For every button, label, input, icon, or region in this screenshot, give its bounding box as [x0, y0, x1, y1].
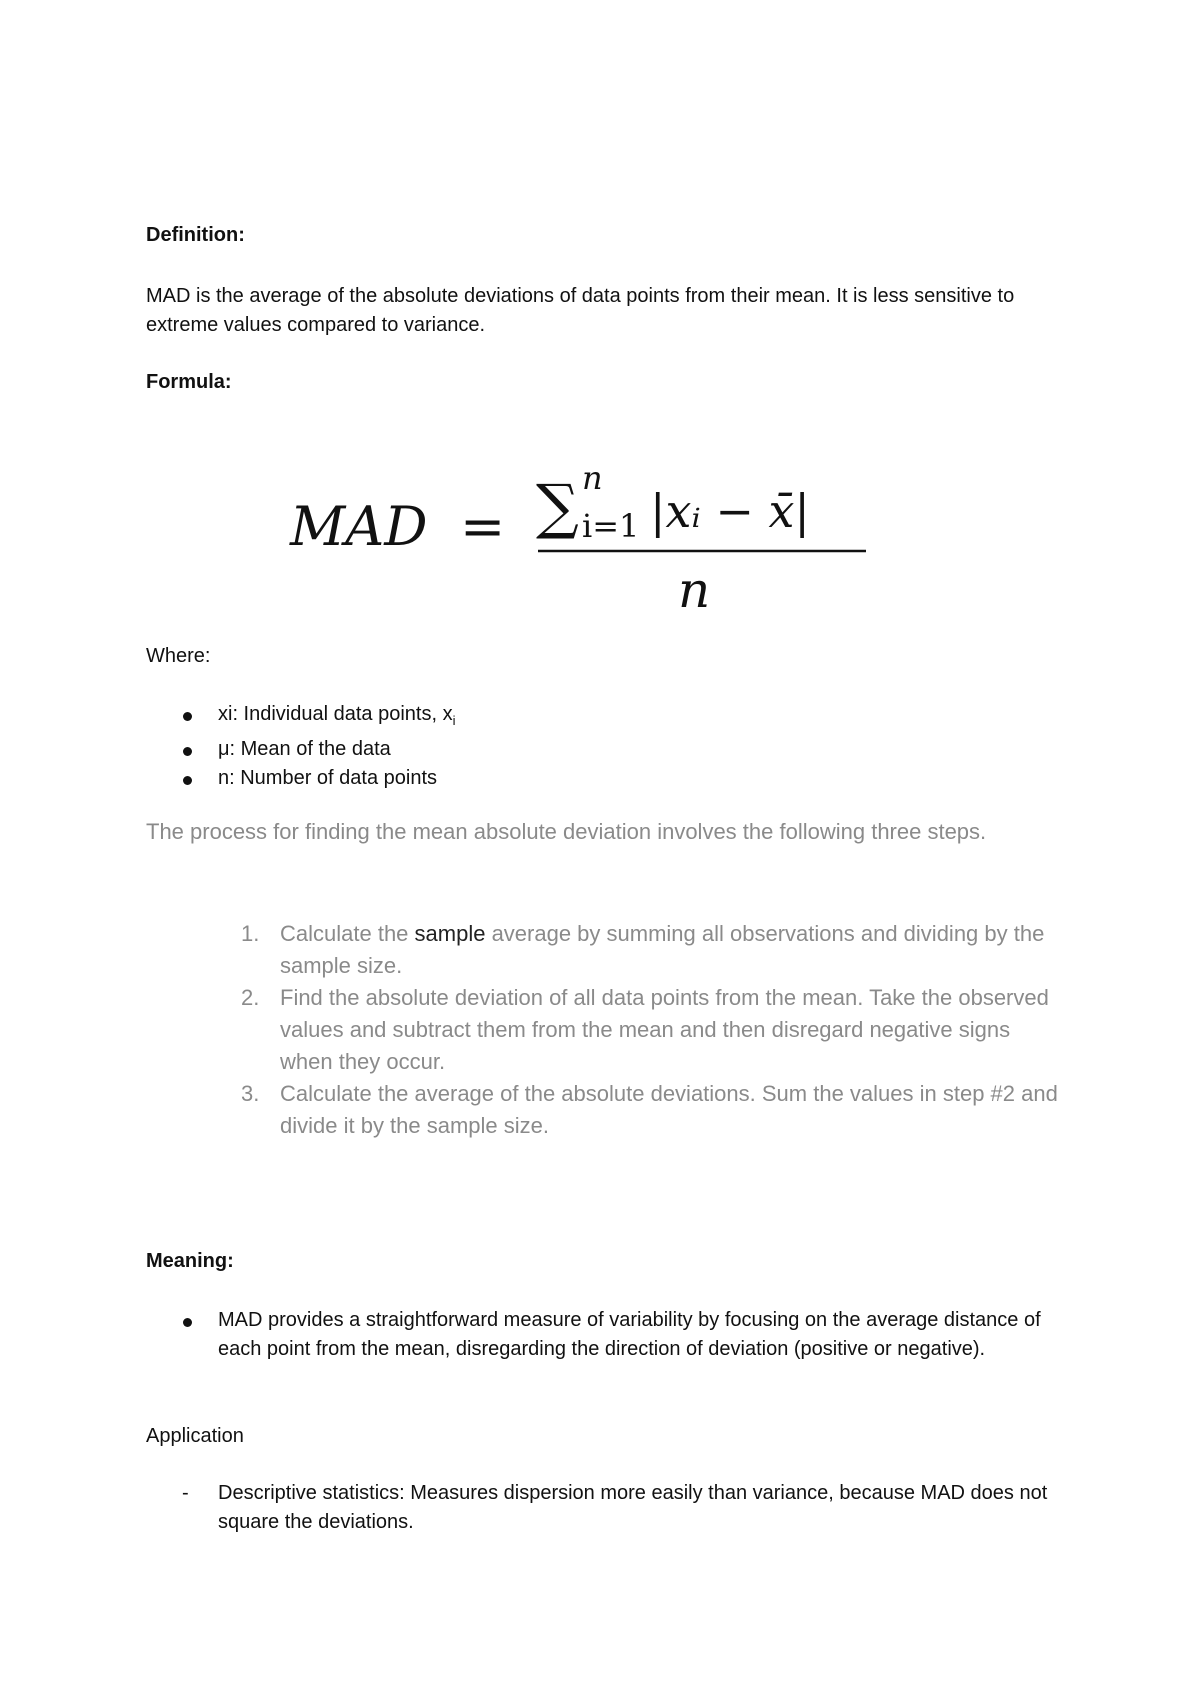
process-step: 3. Calculate the average of the absolute deviations. Sum the values in step #2 and divide it by the sample size. [241, 1081, 1058, 1138]
mad-formula [280, 455, 900, 625]
where-list [146, 700, 455, 793]
definition-heading: Definition: [146, 224, 245, 246]
formula-numerator-body: |xᵢ − x̄| [650, 484, 810, 538]
where-item: xi: Individual data points, $x_i$ [146, 700, 455, 735]
dash-bullet: - [182, 1482, 189, 1504]
formula-denominator: n [678, 561, 711, 619]
definition-text: MAD is the average of the absolute deviations of data points from their mean. It is less sensitive to extreme values compared to variance. [146, 285, 1015, 336]
formula-sum-symbol: ∑ [536, 472, 579, 542]
bullet-icon [183, 776, 192, 785]
application-item: - Descriptive statistics: Measures dispersion more easily than variance, because MAD does not square the deviations. [146, 1479, 1076, 1537]
where-item: μ: Mean of the data [146, 735, 455, 764]
application-label: Application [146, 1425, 244, 1447]
meaning-list [146, 1306, 1076, 1364]
meaning-item: MAD provides a straightforward measure of variability by focusing on the average distance of each point from the mean, disregarding the direction of deviation (positive or negative). [146, 1306, 1076, 1364]
formula-sum-upper: n [582, 459, 603, 497]
formula-lhs: MAD [290, 495, 428, 558]
process-intro: The process for finding the mean absolute deviation involves the following three steps. [146, 819, 987, 844]
where-label: Where: [146, 645, 211, 667]
bullet-icon [183, 712, 192, 721]
meaning-heading: Meaning: [146, 1250, 234, 1272]
formula-equals: = [460, 495, 506, 558]
application-list [146, 1479, 1076, 1537]
formula-heading: Formula: [146, 371, 232, 393]
process-step: 2. Find the absolute deviation of all data points from the mean. Take the observed values and subtract them from the mean and then disregard negative signs when they occur. [241, 985, 1049, 1074]
process-steps [236, 918, 1062, 1142]
where-item: n: Number of data points [146, 764, 455, 793]
bullet-icon [183, 747, 192, 756]
bullet-icon [183, 1318, 192, 1327]
process-step: 1. Calculate the sample average by summing all observations and dividing by the sample size. [241, 921, 1045, 978]
formula-sum-lower: i=1 [582, 507, 640, 545]
